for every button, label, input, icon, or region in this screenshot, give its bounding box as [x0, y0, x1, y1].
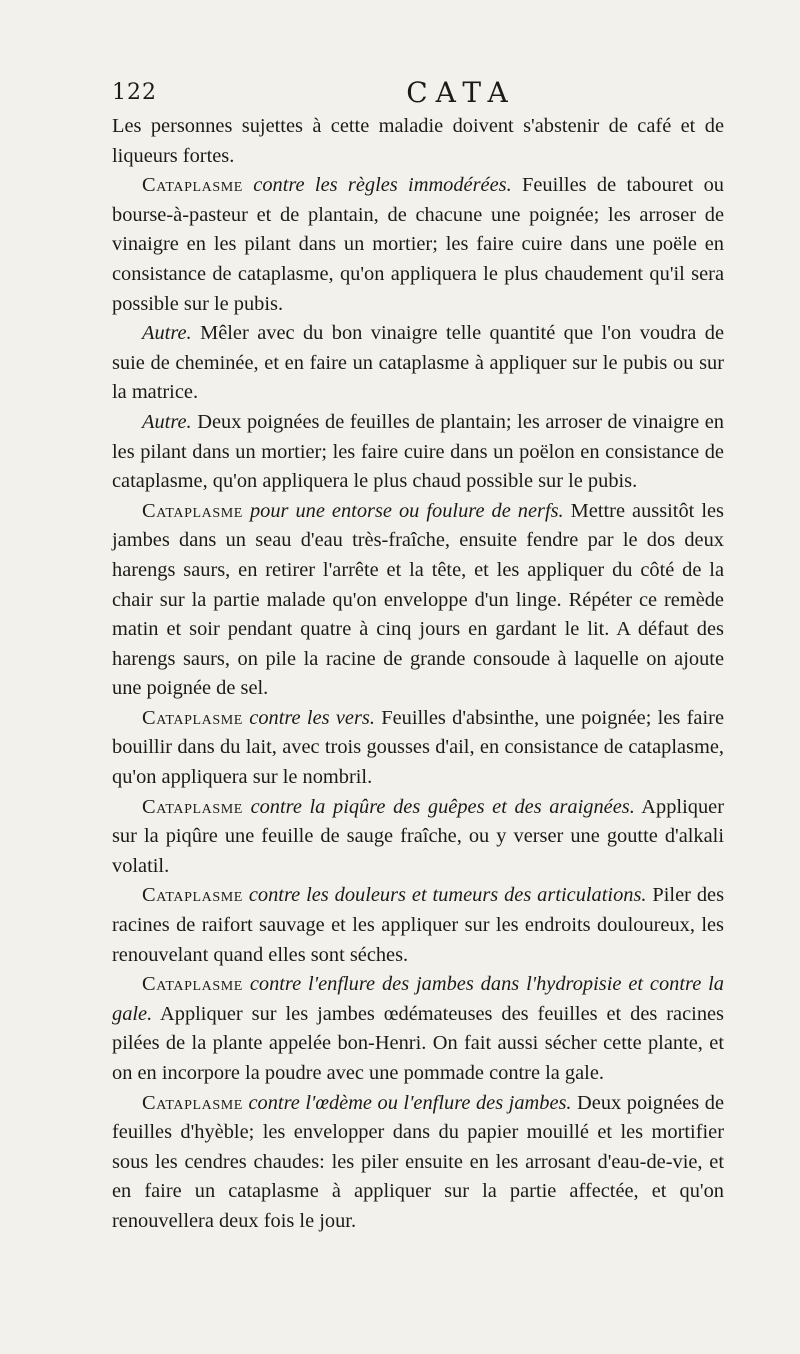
paragraph-8-subject: contre les douleurs et tumeurs des articulations.: [248, 884, 647, 907]
paragraph-9-term: Cataplasme: [142, 973, 243, 996]
paragraph-10-subject: contre l'œdème ou l'enflure des jambes.: [248, 1091, 572, 1114]
paragraph-4: [112, 408, 724, 497]
body-text: [112, 112, 724, 1237]
paragraph-1: [112, 112, 724, 171]
paragraph-5-subject: pour une entorse ou foulure de nerfs.: [249, 499, 564, 522]
paragraph-6-term: Cataplasme: [142, 706, 243, 729]
paragraph-7-text: Appliquer sur la piqûre une feuille de sauge fraîche, ou y verser une goutte d'alkali volatil.: [112, 795, 724, 877]
paragraph-9-subject: contre l'enflure des jambes dans l'hydropisie et contre la gale.: [112, 973, 724, 1025]
paragraph-6-text: Feuilles d'absinthe, une poignée; les faire bouillir dans du lait, avec trois gousses d'ail, en consistance de cataplasme, qu'on appliquera sur le nombril.: [112, 706, 724, 789]
paragraph-10-term: Cataplasme: [142, 1091, 243, 1114]
paragraph-5-term: Cataplasme: [142, 499, 243, 522]
paragraph-9: [112, 970, 724, 1088]
paragraph-2-term: Cataplasme: [142, 174, 243, 197]
page-number: 122: [112, 80, 157, 105]
paragraph-10-text: Deux poignées de feuilles d'hyèble; les envelopper dans du papier mouillé et les mortifier sous les cendres chaudes: les piler ensuite en les arrosant d'eau-de-vie, et en faire un cataplasme à appliquer sur la partie affectée, et qu'on renouvellera deux fois le jour.: [112, 1091, 724, 1232]
paragraph-3-subject: Autre.: [142, 322, 192, 345]
paragraph-10: [112, 1089, 724, 1237]
paragraph-1-text: Les personnes sujettes à cette maladie doivent s'abstenir de café et de liqueurs fortes.: [112, 115, 724, 167]
paragraph-5: [112, 497, 724, 704]
paragraph-3: [112, 319, 724, 408]
paragraph-2: [112, 171, 724, 319]
paragraph-7-term: Cataplasme: [142, 795, 243, 818]
paragraph-7-subject: contre la piqûre des guêpes et des araignées.: [250, 795, 635, 818]
paragraph-5-text: Mettre aussitôt les jambes dans un seau d'eau très-fraîche, ensuite fendre par le dos deux harengs saurs, en retirer l'arrête et la tête, et les appliquer du côté de la chair sur la partie malade qu'on enveloppe d'un linge. Répéter ce remède matin et soir pendant quatre à cinq jours en gardant le lit. A défaut des harengs saurs, on pile la racine de grande consoude à laquelle on ajoute une poignée de sel.: [112, 499, 724, 700]
paragraph-4-subject: Autre.: [142, 410, 192, 433]
paragraph-2-subject: contre les règles immodérées.: [253, 174, 512, 197]
paragraph-8-text: Piler des racines de raifort sauvage et les appliquer sur les endroits douloureux, les renouvelant quand elles sont séches.: [112, 884, 725, 966]
paragraph-3-text: Mêler avec du bon vinaigre telle quantité que l'on voudra de suie de cheminée, et en faire un cataplasme à appliquer sur le pubis ou sur la matrice.: [112, 322, 724, 404]
paragraph-7: [112, 793, 724, 882]
paragraph-8-term: Cataplasme: [142, 884, 243, 907]
page-header: [112, 76, 720, 116]
paragraph-2-text: Feuilles de tabouret ou bourse-à-pasteur et de plantain, de chacune une poignée; les arroser de vinaigre en les pilant dans un mortier; les faire cuire dans une poële en consistance de cataplasme, qu'on appliquera le plus chaudement qu'il sera possible sur le pubis.: [112, 174, 724, 315]
paragraph-4-text: Deux poignées de feuilles de plantain; les arroser de vinaigre en les pilant dans un mortier; les faire cuire dans un poëlon en consistance de cataplasme, qu'on appliquera le plus chaud possible sur le pubis.: [112, 410, 724, 493]
paragraph-8: [112, 881, 724, 970]
running-head: CATA: [406, 76, 516, 109]
paragraph-6-subject: contre les vers.: [249, 706, 375, 729]
paragraph-6: [112, 704, 724, 793]
paragraph-9-text: Appliquer sur les jambes œdémateuses des feuilles et des racines pilées de la plante appelée bon-Henri. On fait aussi sécher cette plante, et on en incorpore la poudre avec une pommade contre la gale.: [112, 1002, 724, 1084]
